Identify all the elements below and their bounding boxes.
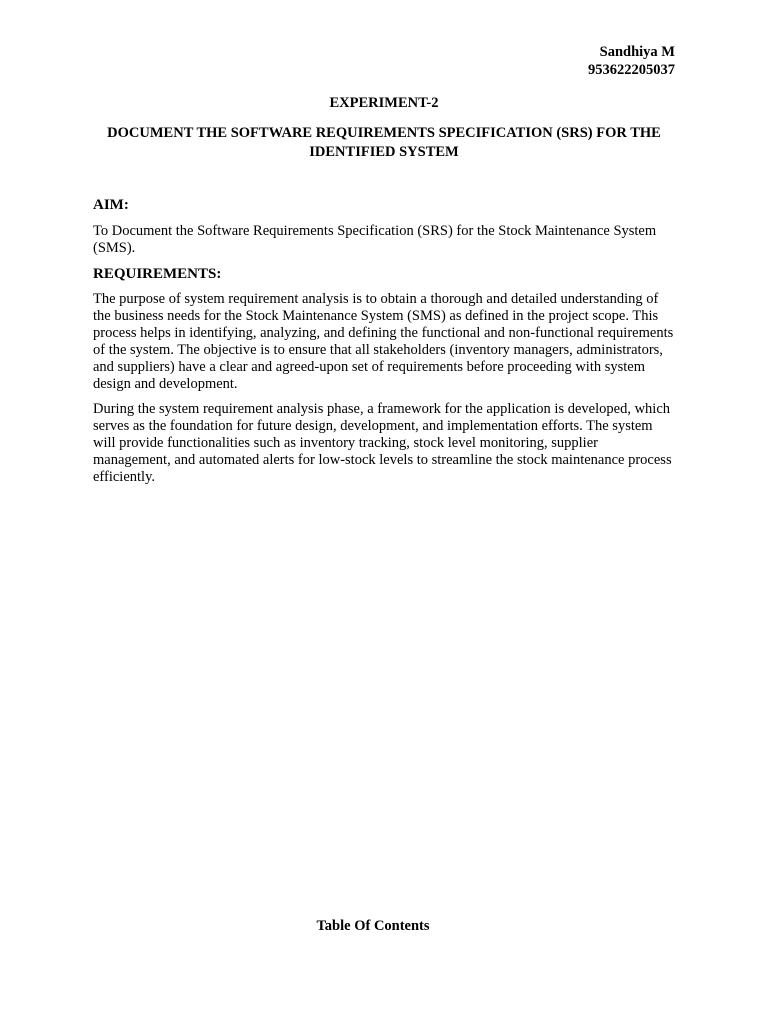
requirements-paragraph: The purpose of system requirement analysis is to obtain a thorough and detailed understanding of the business needs for the Stock Maintenance System (SMS) as defined in the project scope. This process helps in identifying, analyzing, and defining the functional and non-functional requirements of the system. The objective is to ensure that all stakeholders (inventory managers, administrators, and suppliers) have a clear and agreed-upon set of requirements before proceeding with system design and development. <box>93 291 674 392</box>
title-block <box>93 94 675 162</box>
experiment-title: EXPERIMENT-2 <box>329 95 439 111</box>
register-number: 953622205037 <box>588 62 675 78</box>
table-of-contents-heading: Table Of Contents <box>316 918 430 934</box>
requirements-paragraph: During the system requirement analysis phase, a framework for the application is developed, which serves as the foundation for future design, development, and implementation efforts. The system will provide functionalities such as inventory tracking, stock level monitoring, supplier management, and automated alerts for low-stock levels to streamline the stock maintenance process efficiently. <box>93 401 672 485</box>
document-body <box>93 196 675 486</box>
requirements-heading: REQUIREMENTS: <box>93 266 222 282</box>
aim-text: To Document the Software Requirements Specification (SRS) for the Stock Maintenance System (SMS). <box>93 223 657 256</box>
author-block <box>588 43 675 79</box>
aim-heading: AIM: <box>93 197 129 213</box>
author-name: Sandhiya M <box>599 44 675 60</box>
document-title: DOCUMENT THE SOFTWARE REQUIREMENTS SPECIFICATION (SRS) FOR THE IDENTIFIED SYSTEM <box>107 125 661 160</box>
